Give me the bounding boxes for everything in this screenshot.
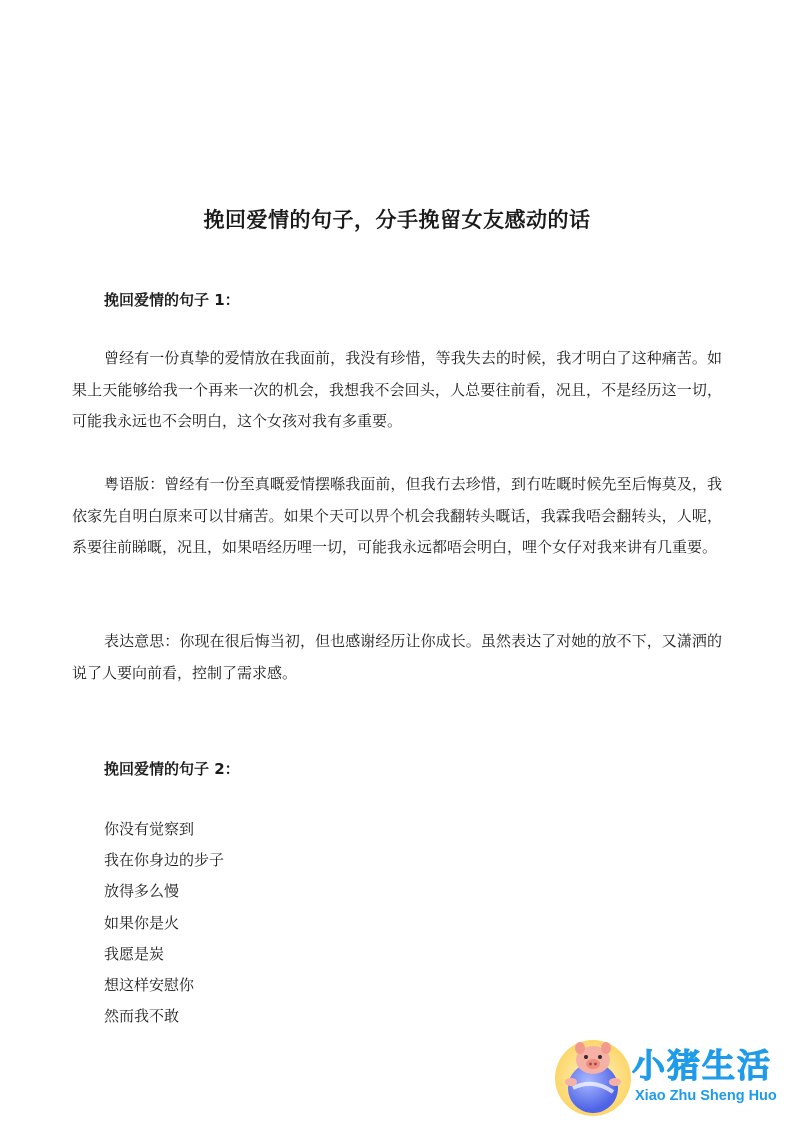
- section-2-heading: 挽回爱情的句子 2：: [104, 760, 240, 778]
- section-1-paragraph-2: 粤语版：曾经有一份至真嘅爱情摆喺我面前，但我冇去珍惜，到冇咗嘅时候先至后悔莫及，我依家先自明白原来可以甘痛苦。如果个天可以畀个机会我翻转头嘅话，我霖我唔会翻转头，人呢，系要往前睇嘅，况且，如果唔经历哩一切，可能我永远都唔会明白，哩个女仔对我来讲有几重要。: [72, 475, 722, 556]
- section-1-paragraph-3: 表达意思：你现在很后悔当初，但也感谢经历让你成长。虽然表达了对她的放不下，又潇洒的说了人要向前看，控制了需求感。: [72, 632, 722, 682]
- poem-lines: [104, 814, 224, 1032]
- section-1-heading: 挽回爱情的句子 1：: [104, 291, 240, 309]
- pig-mascot-icon: [555, 1036, 631, 1118]
- logo-text-chinese: 小猪生活: [632, 1046, 772, 1085]
- poem-line: 想这样安慰你: [104, 976, 195, 995]
- logo-text-english: Xiao Zhu Sheng Huo: [635, 1088, 777, 1104]
- poem-line: 然而我不敢: [104, 1007, 180, 1026]
- poem-line: 如果你是火: [104, 913, 180, 932]
- poem-line: 你没有觉察到: [104, 820, 195, 838]
- section-1-paragraph-1: 曾经有一份真挚的爱情放在我面前，我没有珍惜，等我失去的时候，我才明白了这种痛苦。如果上天能够给我一个再来一次的机会，我想我不会回头，人总要往前看，况且，不是经历这一切，可能我永远也不会明白，这个女孩对我有多重要。: [72, 349, 722, 430]
- document-title: 挽回爱情的句子，分手挽留女友感动的话: [203, 207, 591, 232]
- watermark-logo: [555, 1036, 790, 1118]
- poem-line: 我在你身边的步子: [104, 851, 225, 870]
- poem-line: 放得多么慢: [104, 882, 180, 901]
- poem-line: 我愿是炭: [104, 944, 165, 963]
